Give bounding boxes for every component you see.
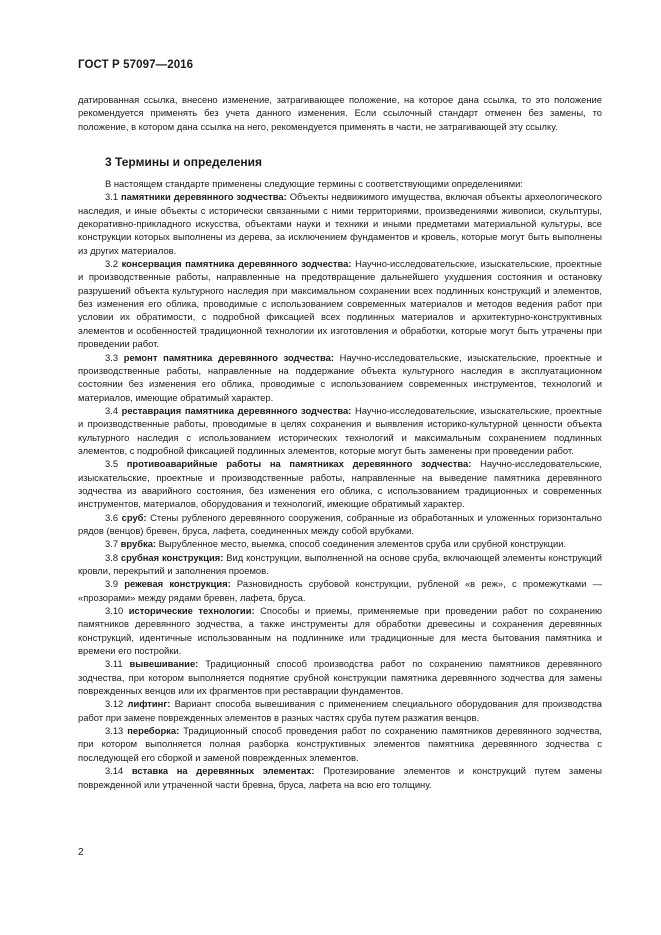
term-number: 3.8 xyxy=(105,551,119,563)
term-entry xyxy=(78,604,602,657)
section-lead: В настоящем стандарте применены следующие термины с соответствующими определениями: xyxy=(105,178,523,190)
term-name: лифтинг: xyxy=(127,698,171,710)
term-name: вставка на деревянных элементах: xyxy=(131,765,315,777)
term-entry xyxy=(78,724,602,764)
term-definition: Стены рубленого деревянного сооружения, собранные из обработанных и уложенных горизонтально рядов (венцов) бревен, бруса, лафета, соединенных между собой врубками. xyxy=(78,511,603,536)
term-name: срубная конструкция: xyxy=(120,551,224,563)
term-number: 3.3 xyxy=(105,351,119,363)
term-name: сруб: xyxy=(121,511,147,523)
term-number: 3.5 xyxy=(105,458,119,470)
term-definition: Научно-исследовательские, изыскательские, проектные и производственные работы, направленные на предотвращение дальнейшего ухудшения состояния и остановку разрушений объекта культурного наследия при максимальном сохранении всех подлинных конструкций и элементов, без изменения его облика, проводимые с использованием современных материалов и методов ведения работ при условии их обратимости, с подробной фиксацией всех подлинных материалов и архитектурно-конструктивных элементов и особенностей традиционной технологии их изготовления и обработки, которые могут быть утрачены при проведении работ. xyxy=(78,258,602,350)
term-entry xyxy=(78,764,602,791)
term-number: 3.9 xyxy=(105,578,119,590)
term-number: 3.2 xyxy=(105,258,119,270)
term-name: врубка: xyxy=(120,538,157,550)
term-name: вывешивание: xyxy=(129,658,199,670)
term-entry xyxy=(78,537,602,550)
term-name: переборка: xyxy=(127,725,180,737)
term-entry xyxy=(78,190,602,257)
term-entry xyxy=(78,257,602,350)
term-definition: Вид конструкции, выполненной на основе сруба, включающей элементы конструкций кровли, перекрытий и заполнения проемов. xyxy=(78,551,602,576)
term-number: 3.10 xyxy=(105,605,124,617)
term-number: 3.11 xyxy=(105,658,123,670)
section-title: 3 Термины и определения xyxy=(105,155,263,170)
term-name: режевая конструкция: xyxy=(124,578,231,590)
term-entry xyxy=(78,457,602,510)
term-entry xyxy=(78,577,602,604)
term-number: 3.13 xyxy=(105,725,124,737)
term-definition: Разновидность срубовой конструкции, рубленой «в реж», с промежутками — «прозорами» между рядами бревен, лафета, бруса. xyxy=(78,578,603,603)
term-definition: Способы и приемы, применяемые при проведении работ по сохранению памятников деревянного зодчества, а также инструменты для обработки древесины и сохранения деревянных конструкций, идентичные использованным на подлиннике или традиционные для места бытования памятника и времени его постройки. xyxy=(78,605,602,657)
term-definition: Вырубленное место, выемка, способ соединения элементов сруба или срубной конструкции. xyxy=(158,538,567,550)
term-name: реставрация памятника деревянного зодчества: xyxy=(121,404,352,416)
term-definition: Научно-исследовательские, изыскательские, проектные и производственные работы, проводимые в целях сохранения и выявления историко-культурной ценности объекта культурного наследия с использованием исторических технологий и максимальным сохранением подлинных элементов, с подробной фиксацией подлинных элементов, которые могут быть заменены при проведении работ. xyxy=(78,404,603,456)
document-header: ГОСТ Р 57097—2016 xyxy=(78,59,194,71)
term-definition: Протезирование элементов и конструкций путем замены поврежденной или утраченной части бревна, бруса, лафета на всю его толщину. xyxy=(78,765,602,790)
term-name: консервация памятника деревянного зодчества: xyxy=(121,258,352,270)
terms-list xyxy=(78,190,602,790)
term-entry xyxy=(78,551,602,578)
term-entry xyxy=(78,511,602,538)
term-entry xyxy=(78,351,602,404)
term-definition: Традиционный способ проведения работ по сохранению памятников деревянного зодчества, при котором выполняется полная разборка конструктивных элементов памятника деревянного зодчества с последующей его сборкой и заменой поврежденных элементов. xyxy=(78,725,603,763)
page-number: 2 xyxy=(78,847,84,858)
term-definition: Научно-исследовательские, изыскательские, проектные и производственные работы, направленные на выведение памятника деревянного зодчества из аварийного состояния, без изменения его облика, с использованием традиционных и современных инструментов, материалов, оборудования и технологий, имеющие обратимый характер. xyxy=(78,458,602,510)
term-number: 3.14 xyxy=(105,765,124,777)
term-number: 3.7 xyxy=(105,538,119,550)
term-definition: Вариант способа вывешивания с применением специального оборудования для производства работ при замене поврежденных элементов в разных частях сруба путем разжатия венцов. xyxy=(78,698,602,723)
term-number: 3.6 xyxy=(105,511,119,523)
term-name: памятники деревянного зодчества: xyxy=(121,191,287,203)
term-entry xyxy=(78,657,602,697)
term-name: исторические технологии: xyxy=(128,605,255,617)
term-entry xyxy=(78,697,602,724)
term-entry xyxy=(78,404,602,457)
page-content xyxy=(78,93,602,791)
term-number: 3.4 xyxy=(105,404,119,416)
term-definition: Научно-исследовательские, изыскательские, проектные и производственные работы, направленные на поддержание объекта культурного наследия в эксплуатационном состоянии без изменения его облика, проводимые с использованием современных инструментов, технологий и материалов, имеющие обратимый характер. xyxy=(78,351,602,403)
term-name: противоаварийные работы на памятниках деревянного зодчества: xyxy=(126,458,472,470)
intro-paragraph: датированная ссылка, внесено изменение, затрагивающее положение, на которое дана ссылка, то это положение рекомендуется применять без учета данного изменения. Если ссылочный стандарт отменен без замены, то положение, в котором дана ссылка на него, рекомендуется применять в части, не затрагивающей эту ссылку. xyxy=(78,94,602,132)
term-number: 3.1 xyxy=(105,191,119,203)
term-definition: Традиционный способ производства работ по сохранению памятников деревянного зодчества, при котором выполняется поднятие срубной конструкции памятника деревянного зодчества для замены поврежденных венцов или их фрагментов при реставрации фундаментов. xyxy=(78,658,603,697)
term-definition: Объекты недвижимого имущества, включая объекты археологического наследия, и иные объекты с исторически связанными с ними территориями, произведениями живописи, скульптуры, декоративно-прикладного искусства, объектами науки и техники и иными предметами материальной культуры, все конструкции которых выполнены из дерева, за исключением фундаментов и кровель, которые могут быть выполнены из других материалов. xyxy=(78,191,602,256)
term-number: 3.12 xyxy=(105,698,124,710)
term-name: ремонт памятника деревянного зодчества: xyxy=(123,351,334,363)
